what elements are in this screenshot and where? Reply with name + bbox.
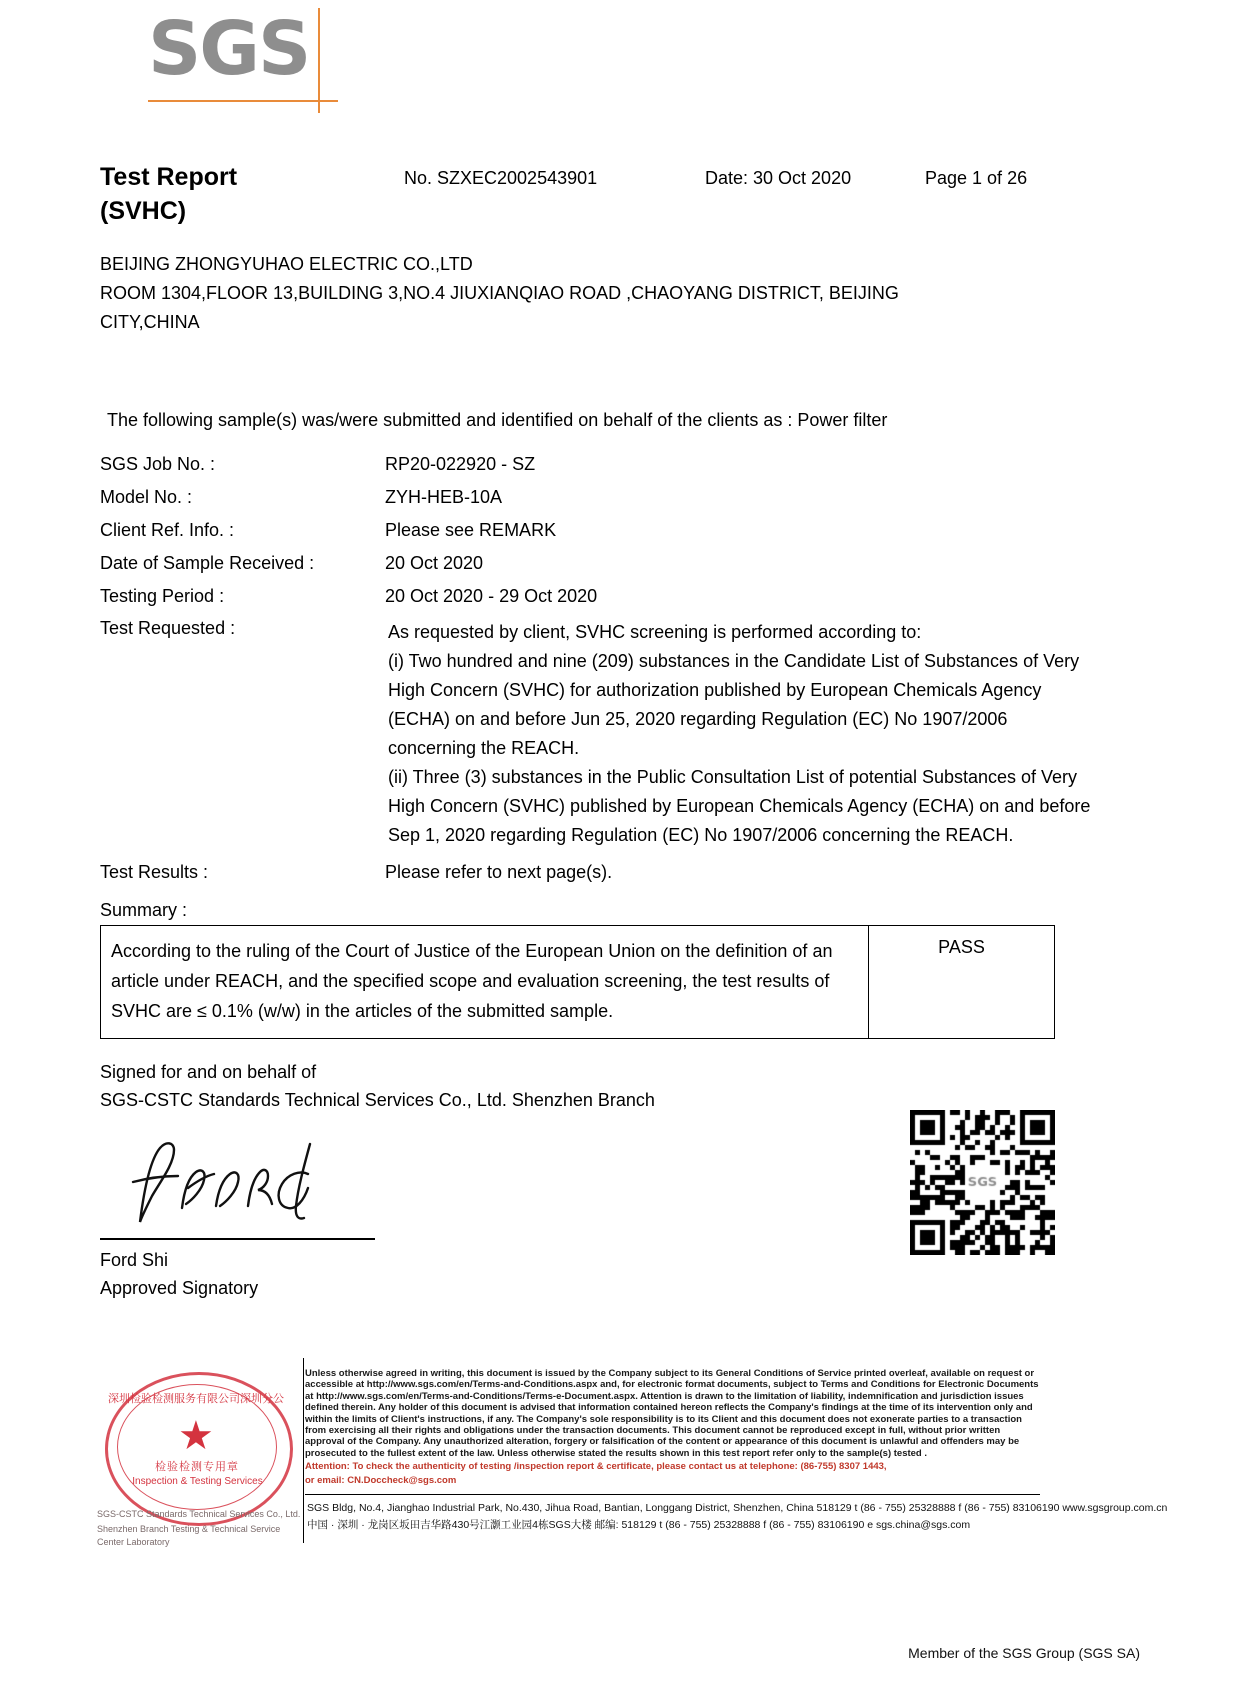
signature-image xyxy=(130,1130,380,1240)
page-indicator: Page 1 of 26 xyxy=(925,168,1028,188)
info-value: 20 Oct 2020 xyxy=(385,553,484,573)
page-title xyxy=(100,160,237,228)
report-date: Date: 30 Oct 2020 xyxy=(705,168,852,188)
sgs-logo xyxy=(148,8,348,118)
sample-intro-text: The following sample(s) was/were submitted and identified on behalf of the clients as : Power filter xyxy=(107,410,888,430)
logo-horizontal-rule xyxy=(148,100,338,102)
signature-rule xyxy=(100,1238,375,1240)
report-number: No. SZXEC2002543901 xyxy=(404,168,598,188)
page-title-line2: (SVHC) xyxy=(100,197,187,225)
info-value: Please see REMARK xyxy=(385,520,557,540)
test-requested-block xyxy=(100,618,1100,850)
info-label: Date of Sample Received : xyxy=(100,553,315,573)
signed-line2: SGS-CSTC Standards Technical Services Co., Ltd. Shenzhen Branch xyxy=(100,1090,655,1110)
test-requested-paragraph: As requested by client, SVHC screening is performed according to: xyxy=(388,622,922,642)
test-requested-body xyxy=(388,618,1100,850)
stamp-arc-text: 深圳检验检测服务有限公司深圳分公 xyxy=(108,1393,284,1405)
info-value: RP20-022920 - SZ xyxy=(385,454,536,474)
info-row xyxy=(100,481,1100,514)
test-results-label: Test Results : xyxy=(100,862,209,882)
qr-code xyxy=(910,1110,1055,1255)
sample-info-table xyxy=(100,448,1100,613)
test-results-value: Please refer to next page(s). xyxy=(385,862,613,882)
legal-body: Unless otherwise agreed in writing, this document is issued by the Company subject to its General Conditions of Service printed overleaf, available on request or accessible at http://www.sgs.com/en/Terms-and-Conditions.aspx and, for electronic format documents, subject to Terms and Conditions for Electronic Documents at http://www.sgs.com/en/Terms-and-Conditions/Terms-e-Document.aspx. Attention is drawn to the limitation of liability, indemnification and jurisdiction issues defined therein. Any holder of this document is advised that information contained hereon reflects the Company's findings at the time of its intervention only and within the limits of Client's instructions, if any. The Company's sole responsibility is to its Client and this document does not exonerate parties to a transaction from exercising all their rights and obligations under the transaction documents. This document cannot be reproduced except in full, without prior written approval of the Company. Any unauthorized alteration, forgery or falsification of the content or appearance of this document is unlawful and offenders may be prosecuted to the fullest extent of the law. Unless otherwise stated the results shown in this test report refer only to the sample(s) tested . xyxy=(305,1368,1039,1459)
legal-disclaimer xyxy=(305,1368,1040,1486)
test-results-block xyxy=(100,862,1100,883)
signatory-title: Approved Signatory xyxy=(100,1278,259,1298)
info-label: Client Ref. Info. : xyxy=(100,520,235,540)
company-address-en: SGS Bldg, No.4, Jianghao Industrial Park, No.430, Jihua Road, Bantian, Longgang District, Shenzhen, China 518129 t (86 - 755) 25328888 f (86 - 755) 83106190 www.sgsgroup.com.cn xyxy=(307,1502,1168,1514)
info-row xyxy=(100,580,1100,613)
company-address-cn: 中国 · 深圳 · 龙岗区坂田吉华路430号江灏工业园4栋SGS大楼 邮编: 518129 t (86 - 755) 25328888 f (86 - 755) 83106190 e sgs.china@sgs.com xyxy=(307,1519,971,1531)
star-icon: ★ xyxy=(178,1414,214,1458)
signed-line1: Signed for and on behalf of xyxy=(100,1062,317,1082)
signatory-name: Ford Shi xyxy=(100,1250,169,1270)
client-address-line2: CITY,CHINA xyxy=(100,312,200,332)
info-row xyxy=(100,514,1100,547)
test-requested-paragraph: (i) Two hundred and nine (209) substances in the Candidate List of Substances of Very High Concern (SVHC) for authorization published by European Chemicals Agency (ECHA) on and before Jun 25, 2020 regarding Regulation (EC) No 1907/2006 concerning the REACH. xyxy=(388,651,1080,758)
signed-on-behalf xyxy=(100,1058,655,1114)
logo-vertical-rule xyxy=(318,8,320,113)
info-row xyxy=(100,448,1100,481)
signatory-block xyxy=(100,1246,258,1302)
legal-attention-line1: Attention: To check the authenticity of testing /inspection report & certificate, please contact us at telephone: (86-755) 8307 1443, xyxy=(305,1461,887,1473)
legal-attention-line2: or email: CN.Doccheck@sgs.com xyxy=(305,1474,457,1486)
stamp-side-text-1: SGS-CSTC Standards Technical Services Co., Ltd. xyxy=(97,1509,301,1519)
footer-vertical-rule xyxy=(303,1358,304,1543)
summary-box xyxy=(100,925,1055,1039)
info-label: Model No. : xyxy=(100,487,193,507)
qr-canvas xyxy=(910,1110,1055,1255)
info-value: ZYH-HEB-10A xyxy=(385,487,503,507)
company-address xyxy=(307,1500,1168,1534)
test-requested-label: Test Requested : xyxy=(100,618,236,638)
summary-text: According to the ruling of the Court of Justice of the European Union on the definition of an article under REACH, and the specified scope and evaluation screening, the test results of SVHC are ≤ 0.1% (w/w) in the articles of the submitted sample. xyxy=(101,926,869,1038)
company-stamp xyxy=(97,1360,301,1547)
client-block xyxy=(100,250,1100,337)
info-label: Testing Period : xyxy=(100,586,225,606)
stamp-en-text: Inspection & Testing Services xyxy=(132,1476,263,1487)
footer-member-text: Member of the SGS Group (SGS SA) xyxy=(908,1645,1140,1661)
info-row xyxy=(100,547,1100,580)
client-address-line1: ROOM 1304,FLOOR 13,BUILDING 3,NO.4 JIUXIANQIAO ROAD ,CHAOYANG DISTRICT, BEIJING xyxy=(100,283,899,303)
stamp-side-text-2: Shenzhen Branch Testing & Technical Service Center Laboratory xyxy=(97,1524,281,1547)
footer-rule xyxy=(305,1494,1040,1495)
test-requested-paragraph: (ii) Three (3) substances in the Public Consultation List of potential Substances of Very High Concern (SVHC) published by European Chemicals Agency (ECHA) on and before Sep 1, 2020 regarding Regulation (EC) No 1907/2006 concerning the REACH. xyxy=(388,767,1091,845)
page-title-line1: Test Report xyxy=(100,163,238,191)
info-value: 20 Oct 2020 - 29 Oct 2020 xyxy=(385,586,598,606)
client-name: BEIJING ZHONGYUHAO ELECTRIC CO.,LTD xyxy=(100,254,473,274)
logo-text: SGS xyxy=(148,6,310,92)
info-label: SGS Job No. : xyxy=(100,454,216,474)
summary-label: Summary : xyxy=(100,900,188,920)
status-badge: PASS xyxy=(938,937,985,957)
stamp-cn-text: 检验检测专用章 xyxy=(155,1461,239,1473)
